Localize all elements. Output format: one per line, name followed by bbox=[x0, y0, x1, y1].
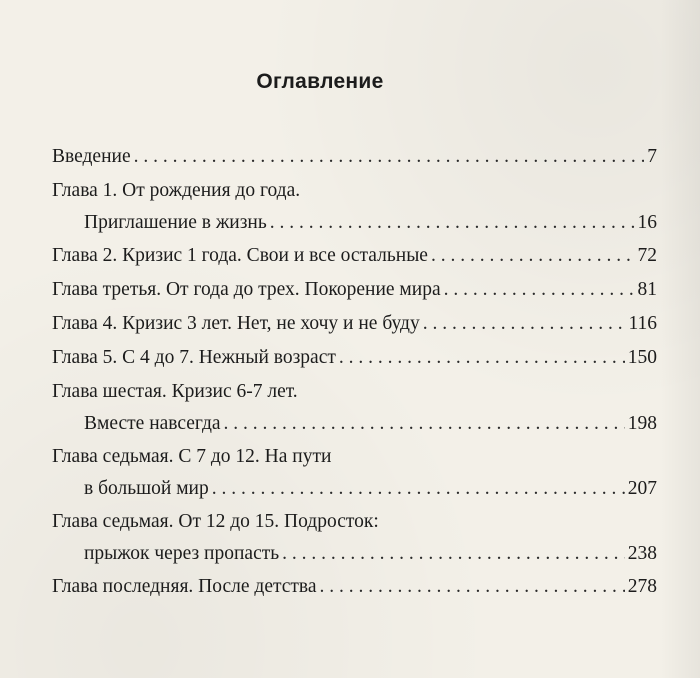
toc-entry bbox=[52, 179, 657, 202]
dot-leader bbox=[134, 145, 645, 168]
toc-entry bbox=[52, 145, 657, 168]
toc-page-number: 81 bbox=[637, 279, 657, 300]
dot-leader bbox=[224, 412, 625, 435]
toc-entry bbox=[52, 445, 657, 468]
toc-entry bbox=[52, 510, 657, 533]
toc-entry-continuation bbox=[52, 542, 657, 565]
toc-entry-title: Глава седьмая. С 7 до 12. На пути bbox=[52, 446, 332, 467]
toc-entry bbox=[52, 346, 657, 369]
toc-entry-continuation bbox=[52, 211, 657, 234]
toc-entry-title: прыжок через пропасть bbox=[84, 543, 280, 564]
toc-page-number: 150 bbox=[627, 347, 657, 368]
table-of-contents bbox=[52, 145, 657, 609]
dot-leader bbox=[282, 542, 625, 565]
dot-leader bbox=[320, 575, 625, 598]
dot-leader bbox=[444, 278, 635, 301]
toc-entry-continuation bbox=[52, 477, 657, 500]
toc-entry-title: Глава 4. Кризис 3 лет. Нет, не хочу и не буду bbox=[52, 313, 420, 334]
toc-entry bbox=[52, 575, 657, 598]
toc-page-number: 7 bbox=[647, 146, 657, 167]
toc-entry-title: Вместе навсегда bbox=[84, 413, 221, 434]
toc-entry-title: Глава третья. От года до трех. Покорение мира bbox=[52, 279, 441, 300]
dot-leader bbox=[270, 211, 635, 234]
toc-entry-continuation bbox=[52, 412, 657, 435]
toc-entry-title: Приглашение в жизнь bbox=[84, 212, 267, 233]
toc-entry bbox=[52, 278, 657, 301]
toc-entry-title: Глава шестая. Кризис 6-7 лет. bbox=[52, 381, 298, 402]
toc-entry-title: Введение bbox=[52, 146, 131, 167]
toc-entry bbox=[52, 244, 657, 267]
toc-page-number: 198 bbox=[627, 413, 657, 434]
toc-page-number: 278 bbox=[627, 576, 657, 597]
toc-entry-title: Глава седьмая. От 12 до 15. Подросток: bbox=[52, 511, 379, 532]
toc-entry bbox=[52, 380, 657, 403]
toc-page-number: 238 bbox=[627, 543, 657, 564]
dot-leader bbox=[339, 346, 625, 369]
dot-leader bbox=[423, 312, 626, 335]
toc-page-number: 16 bbox=[637, 212, 657, 233]
toc-page-number: 116 bbox=[628, 313, 657, 334]
dot-leader bbox=[431, 244, 635, 267]
toc-page-number: 72 bbox=[637, 245, 657, 266]
toc-entry-title: Глава 2. Кризис 1 года. Свои и все остальные bbox=[52, 245, 428, 266]
toc-entry-title: в большой мир bbox=[84, 478, 209, 499]
toc-entry bbox=[52, 312, 657, 335]
toc-entry-title: Глава 5. С 4 до 7. Нежный возраст bbox=[52, 347, 336, 368]
page-title: Оглавление bbox=[256, 70, 384, 93]
dot-leader bbox=[212, 477, 625, 500]
toc-entry-title: Глава 1. От рождения до года. bbox=[52, 180, 301, 201]
toc-entry-title: Глава последняя. После детства bbox=[52, 576, 317, 597]
page-edge-shadow bbox=[660, 0, 700, 678]
toc-page-number: 207 bbox=[627, 478, 657, 499]
